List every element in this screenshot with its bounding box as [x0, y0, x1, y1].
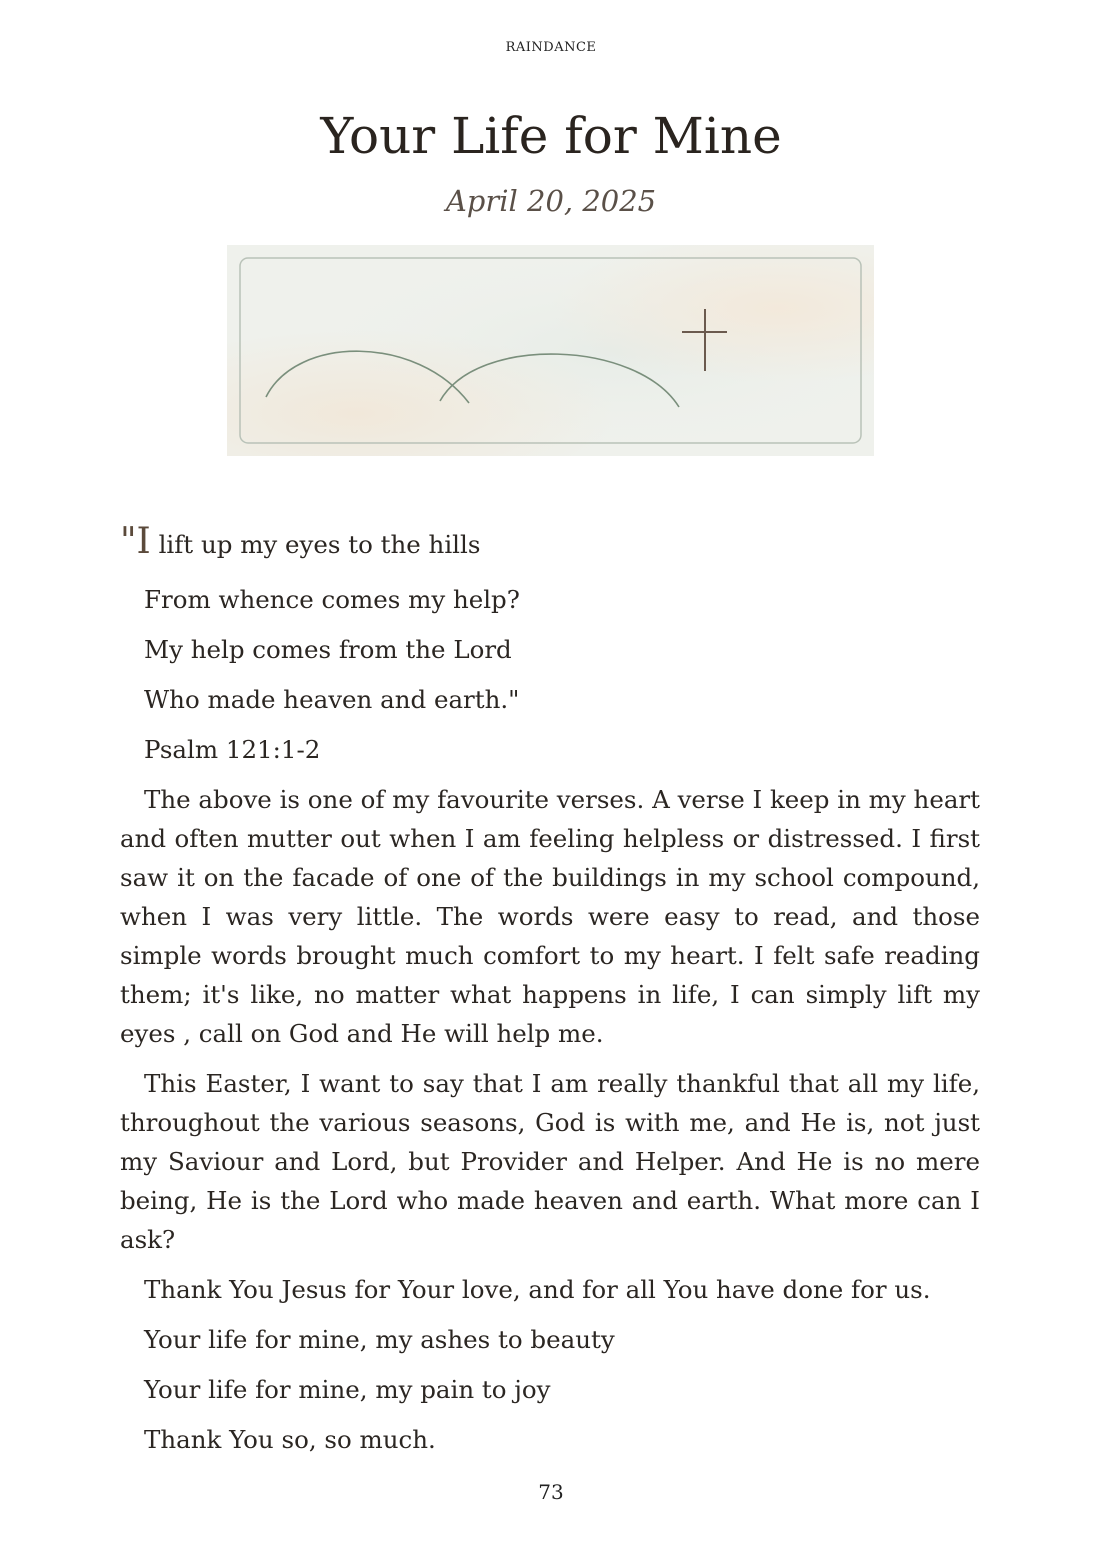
- article-body: [120, 522, 980, 1470]
- verse-line: Who made heaven and earth.": [144, 685, 520, 714]
- closing-line: Thank You Jesus for Your love, and for all You have done for us.: [144, 1275, 931, 1304]
- verse-first-line: [120, 522, 980, 564]
- running-head: RAINDANCE: [505, 40, 597, 55]
- closing-line: Thank You so, so much.: [144, 1425, 436, 1454]
- verse-first-line-text: lift up my eyes to the hills: [150, 530, 481, 559]
- verse-reference: Psalm 121:1-2: [144, 735, 321, 764]
- article-date: April 20, 2025: [445, 184, 657, 218]
- article-title: Your Life for Mine: [320, 107, 782, 165]
- body-paragraph: This Easter, I want to say that I am really thankful that all my life, throughout the various seasons, God is with me, and He is, not just my Saviour and Lord, but Provider and Helper. And He is no mere being, He is the Lord who made heaven and earth. What more can I ask?: [120, 1069, 980, 1254]
- closing-line: Your life for mine, my pain to joy: [144, 1375, 551, 1404]
- closing-line: Your life for mine, my ashes to beauty: [144, 1325, 615, 1354]
- verse-line: My help comes from the Lord: [144, 635, 512, 664]
- verse-line: From whence comes my help?: [144, 585, 520, 614]
- body-paragraph: The above is one of my favourite verses. A verse I keep in my heart and often mutter out when I am feeling helpless or distressed. I first saw it on the facade of one of the buildings in my school compound, when I was very little. The words were easy to read, and those simple words brought much comfort to my heart. I felt safe reading them; it's like, no matter what happens in life, I can simply lift my eyes , call on God and He will help me.: [120, 785, 980, 1048]
- drop-cap: "I: [120, 521, 151, 562]
- page-number: 73: [538, 1480, 564, 1504]
- hills-and-cross-illustration: [227, 245, 874, 456]
